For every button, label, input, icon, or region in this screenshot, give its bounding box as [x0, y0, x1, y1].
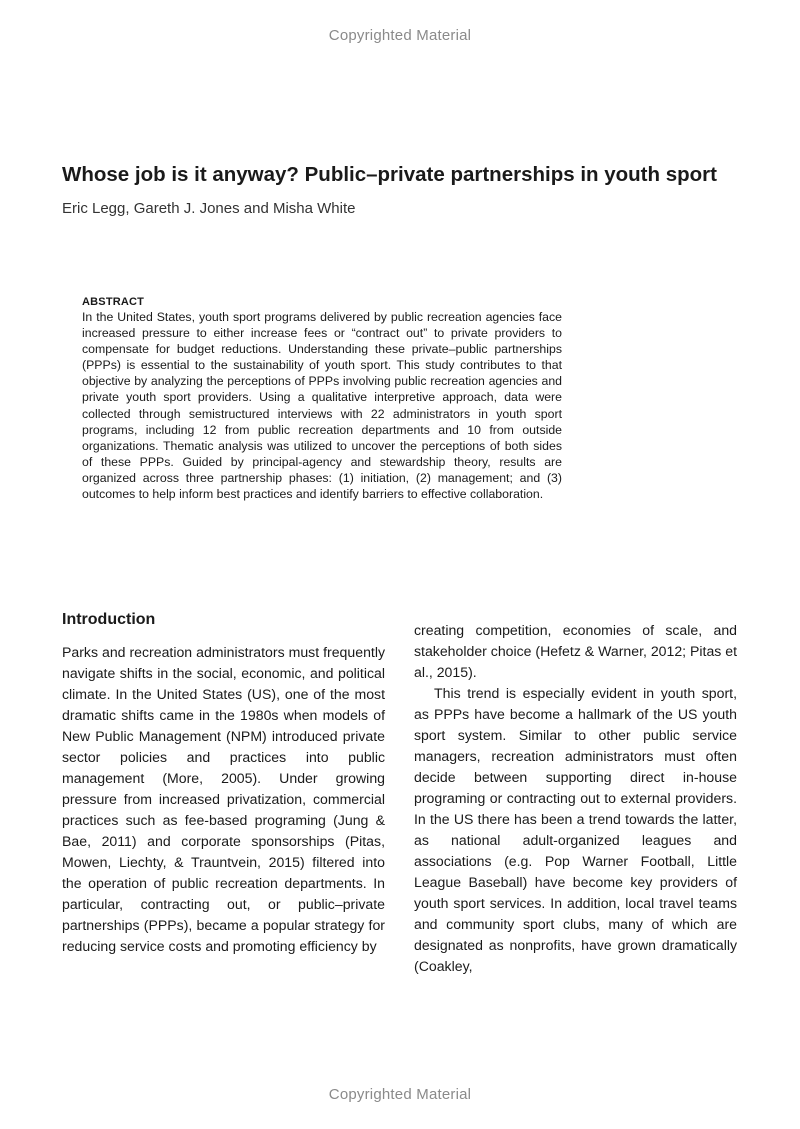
copyright-watermark-bottom: Copyrighted Material	[328, 1086, 472, 1103]
left-column	[62, 609, 385, 957]
abstract-block	[82, 295, 562, 502]
copyright-watermark-top: Copyrighted Material	[328, 27, 472, 44]
body-paragraph: This trend is especially evident in youth sport, as PPPs have become a hallmark of the US youth sport system. Similar to other public service managers, recreation administrators must often decide between supporting direct in-house programing or contracting out to external providers. In the US there has been a trend towards the latter, as national adult-organized leagues and associations (e.g. Pop Warner Football, Little League Baseball) have become key providers of youth sport services. In addition, local travel teams and community sport clubs, many of which are designated as nonprofits, have grown dramatically (Coakley,	[414, 685, 737, 974]
abstract-heading: ABSTRACT	[82, 296, 145, 308]
article-title: Whose job is it anyway? Public–private partnerships in youth sport	[62, 163, 717, 186]
section-heading-introduction: Introduction	[62, 611, 156, 628]
author-list: Eric Legg, Gareth J. Jones and Misha White	[62, 200, 356, 217]
body-paragraph-continued: creating competition, economies of scale, and stakeholder choice (Hefetz & Warner, 2012; Pitas et al., 2015).	[414, 622, 738, 680]
body-paragraph: Parks and recreation administrators must frequently navigate shifts in the social, economic, and political climate. In the United States (US), one of the most dramatic shifts came in the 1980s when models of New Public Management (NPM) introduced private sector policies and practices into public management (More, 2005). Under growing pressure from increased privatization, commercial practices such as fee-based programing (Jung & Bae, 2011) and corporate sponsorships (Pitas, Mowen, Liechty, & Trauntvein, 2015) filtered into the operation of public recreation departments. In particular, contracting out, or public–private partnerships (PPPs), became a popular strategy for reducing service costs and promoting efficiency by	[62, 644, 385, 954]
right-column	[414, 620, 737, 977]
abstract-text: In the United States, youth sport programs delivered by public recreation agencies face increased pressure to either increase fees or “contract out” to private providers to compensate for budget reductions. Understanding these private–public partnerships (PPPs) is essential to the sustainability of youth sport. This study contributes to that objective by analyzing the perceptions of PPPs involving public recreation agencies and private youth sport providers. Using a qualitative interpretive approach, data were collected through semistructured interviews with 22 administrators in youth sport programs, including 12 from public recreation departments and 10 from outside organizations. Thematic analysis was utilized to uncover the perceptions of both sides of these PPPs. Guided by principal-agency and stewardship theory, results are organized across three partnership phases: (1) initiation, (2) management; and (3) outcomes to help inform best practices and identify barriers to effective collaboration.	[82, 310, 562, 502]
